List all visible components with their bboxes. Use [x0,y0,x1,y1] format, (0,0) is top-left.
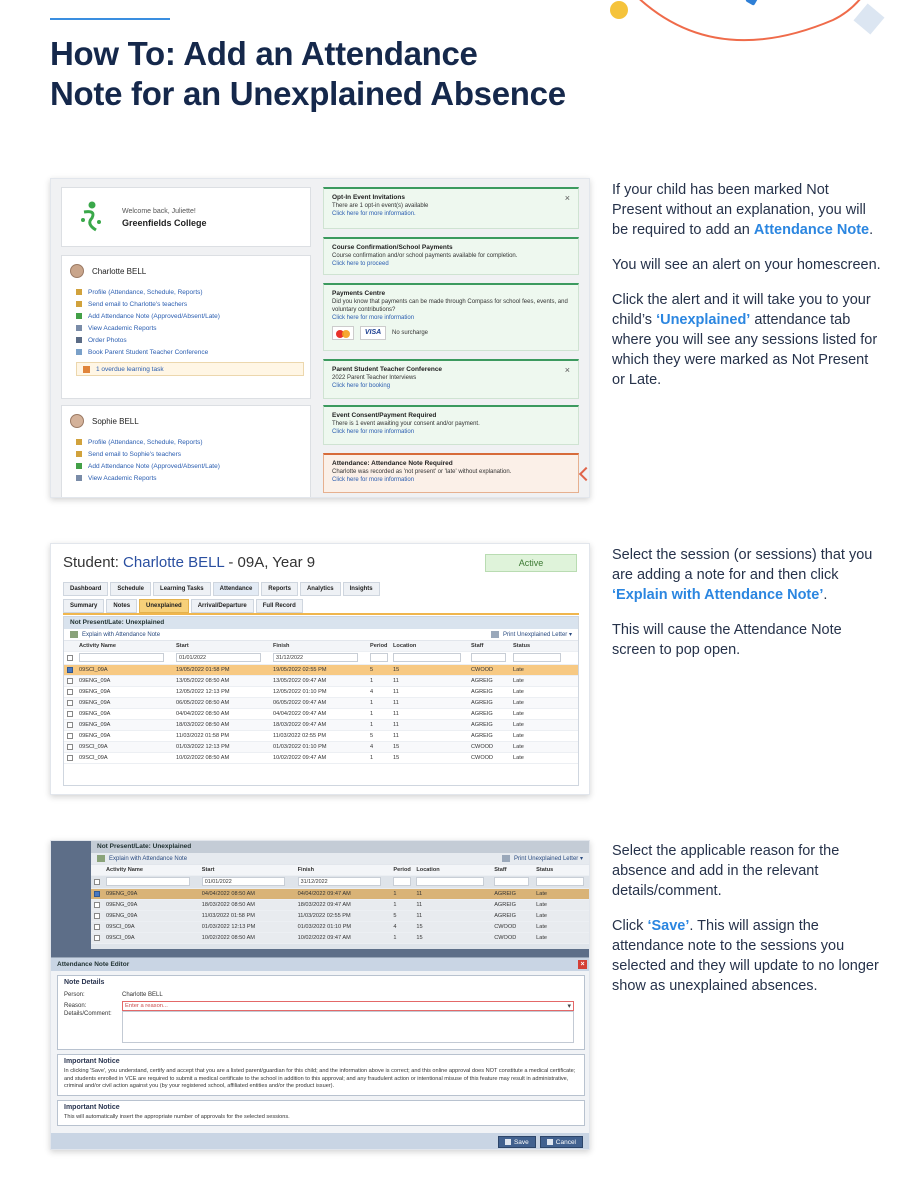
table-cell: 4 [370,744,374,750]
tab-dashboard[interactable]: Dashboard [63,582,108,596]
table-row[interactable] [91,889,589,900]
table-cell: 1 [393,891,397,897]
table-cell: 13/05/2022 09:47 AM [273,678,327,684]
attendance-subtabs [63,599,579,615]
unexplained-grid [63,616,579,786]
tab-learning-tasks[interactable]: Learning Tasks [153,582,211,596]
attendance-note-editor-screenshot [50,840,590,1150]
person-label: Person: [64,991,85,998]
grid-header-row: Activity Name Start Finish Period Location Staff Status [64,641,578,652]
important-notice-2 [57,1100,585,1127]
table-cell: AGREIG [471,733,493,739]
table-cell: 09ENG_09A [79,700,111,706]
close-icon[interactable]: × [564,193,570,203]
email-teachers-link[interactable]: Send email to Sophie's teachers [76,448,304,460]
reason-select[interactable]: Enter a reason... ▾ [122,1001,574,1011]
table-cell: 1 [370,700,374,706]
table-cell: 15 [393,755,400,761]
table-cell: 11 [393,678,399,684]
grid-title: Not Present/Late: Unexplained [64,617,578,629]
table-cell: 01/03/2022 12:13 PM [201,924,256,930]
table-cell: CWOOD [494,924,517,930]
print-letter-button[interactable]: Print Unexplained Letter ▾ [502,855,583,862]
details-label: Details/Comment: [64,1011,112,1017]
table-cell: 09ENG_09A [105,902,138,908]
table-cell: Late [513,733,524,739]
order-photos-link[interactable]: Order Photos [76,334,304,346]
email-teachers-link[interactable]: Send email to Charlotte's teachers [76,298,304,310]
table-cell: 04/04/2022 08:50 AM [176,711,230,717]
academic-reports-link[interactable]: View Academic Reports [76,472,304,484]
table-cell: AGREIG [471,678,493,684]
table-cell: 15 [393,667,400,673]
add-attendance-note-link[interactable]: Add Attendance Note (Approved/Absent/Late) [76,310,304,322]
row-checkbox[interactable] [64,722,76,728]
alert-opt-in-events[interactable]: Opt-In Event Invitations There are 1 opt-in event(s) available Click here for more information. × [323,187,579,229]
subtab-full-record[interactable]: Full Record [256,599,303,613]
person-value: Charlotte BELL [122,991,163,998]
table-cell: CWOOD [471,744,494,750]
table-cell: 1 [370,711,374,717]
mail-icon [76,301,82,307]
welcome-card [61,187,311,247]
table-row[interactable] [64,687,578,698]
table-row[interactable] [64,676,578,687]
editor-footer [51,1133,590,1150]
table-cell: CWOOD [471,755,494,761]
table-cell: 19/05/2022 02:55 PM [273,667,327,673]
subtab-notes[interactable]: Notes [106,599,137,613]
row-checkbox[interactable] [64,711,76,717]
filter-start[interactable]: 01/01/2022 [202,877,286,886]
table-cell: 11 [416,913,423,919]
table-cell: 18/03/2022 09:47 AM [273,722,327,728]
subtab-summary[interactable]: Summary [63,599,104,613]
mail-icon [76,451,82,457]
step1-description: If your child has been marked Not Present without an explanation, you will be required to add an Attendance Note. You will see an alert on your homescreen. Click the alert and it will take you to your child’s ‘Unexplained’ attendance tab where you will see any sessions listed for which they were marked as Not Present or Late. [612,182,881,388]
filter-period[interactable] [393,877,411,886]
filter-status[interactable] [536,877,584,886]
table-cell: 4 [370,689,374,695]
table-row[interactable] [64,742,578,753]
row-checkbox[interactable] [91,902,103,908]
student-card-sophie [61,405,311,498]
table-cell: Late [536,902,548,908]
table-cell: Late [536,935,548,941]
step2-description: Select the session (or sessions) that you are adding a note for and then click ‘Explain with Attendance Note’. This will cause the Attendance Note screen to pop open. [612,547,873,658]
note-details-legend: Note Details [64,979,105,986]
person-icon [76,289,82,295]
table-row[interactable] [91,911,589,922]
table-cell: 11 [393,722,399,728]
table-cell: 5 [370,667,374,673]
table-cell: 4 [393,924,397,930]
print-letter-button[interactable]: Print Unexplained Letter ▾ [491,631,572,638]
row-checkbox[interactable] [64,678,76,684]
table-cell: AGREIG [494,891,516,897]
notice-title: Important Notice [64,1058,120,1065]
row-checkbox[interactable] [64,733,76,739]
save-icon [505,1139,511,1145]
table-cell: 09ENG_09A [79,689,111,695]
table-row[interactable] [64,731,578,742]
table-cell: 5 [370,733,374,739]
table-cell: 1 [370,722,374,728]
table-cell: 1 [370,678,374,684]
notice-text: In clicking 'Save', you understand, certify and accept that you are a listed parent/guardian for this child; and the information above is correct; and this online approval does NOT constitute a medical certificate; and students enrolled in VCE are required to submit a medical certificate to the school in addition to this approval; and any fraudulent action or intentional misuse of this feature may result in administrative, criminal and/or civil action against you (by your registered school, affiliated entities and/or the product issuer). [64,1068,576,1089]
select-all-checkbox[interactable] [64,655,76,661]
table-cell: 12/05/2022 12:13 PM [176,689,230,695]
table-cell: 06/05/2022 08:50 AM [176,700,230,706]
table-row[interactable] [64,720,578,731]
add-attendance-note-link[interactable]: Add Attendance Note (Approved/Absent/Late) [76,460,304,472]
academic-reports-link[interactable]: View Academic Reports [76,322,304,334]
table-cell: 09SCI_09A [105,924,135,930]
table-cell: 10/02/2022 09:47 AM [297,935,351,941]
filter-staff[interactable] [471,653,506,662]
unexplained-tab-screenshot [50,543,590,795]
table-cell: 01/03/2022 01:10 PM [297,924,352,930]
table-cell: 06/05/2022 09:47 AM [273,700,327,706]
table-cell: AGREIG [494,902,516,908]
table-cell: 13/05/2022 08:50 AM [176,678,230,684]
background-grid [91,841,589,949]
alert-course-confirmation[interactable]: Course Confirmation/School Payments Course confirmation and/or school payments available for completion. Click here to proceed [323,237,579,275]
table-cell: Late [536,891,548,897]
alert-conference[interactable]: Parent Student Teacher Conference 2022 Parent Teacher Interviews Click here for booking × [323,359,579,399]
cancel-icon [547,1139,553,1145]
cancel-button[interactable]: Cancel [540,1136,583,1148]
tab-reports[interactable]: Reports [261,582,298,596]
row-checkbox[interactable] [91,924,103,930]
surcharge-text: No surcharge [392,330,429,336]
task-icon [83,366,90,373]
overdue-task-alert[interactable]: 1 overdue learning task [76,362,304,376]
table-cell: AGREIG [494,913,516,919]
table-cell: 11/03/2022 01:58 PM [201,913,255,919]
table-cell: 15 [393,744,400,750]
filter-finish[interactable]: 31/12/2022 [298,877,382,886]
table-cell: 09ENG_09A [79,711,111,717]
title-line-2: Note for an Unexplained Absence [50,75,566,112]
table-cell: 09ENG_09A [105,891,138,897]
table-cell: 15 [416,924,423,930]
tab-analytics[interactable]: Analytics [300,582,341,596]
grid-header-row: Activity Name Start Finish Period Location Staff Status [91,865,589,876]
table-cell: Late [536,913,548,919]
important-notice-1 [57,1054,585,1096]
save-button[interactable]: Save [498,1136,536,1148]
table-cell: 11/03/2022 02:55 PM [297,913,351,919]
subtab-unexplained[interactable]: Unexplained [139,599,189,613]
table-cell: Late [513,667,524,673]
table-cell: 11 [393,700,399,706]
table-cell: 11/03/2022 02:55 PM [273,733,327,739]
table-cell: AGREIG [471,700,493,706]
row-checkbox[interactable] [64,700,76,706]
filter-staff[interactable] [494,877,529,886]
table-cell: CWOOD [471,667,494,673]
table-cell: 09ENG_09A [79,678,111,684]
table-cell: 11 [416,902,423,908]
filter-status[interactable] [513,653,561,662]
college-name: Greenfields College [122,218,207,228]
details-comment-input[interactable] [122,1011,574,1043]
table-cell: 01/03/2022 12:13 PM [176,744,230,750]
select-all-checkbox[interactable] [91,879,103,885]
people-icon [76,349,82,355]
tab-insights[interactable]: Insights [343,582,380,596]
table-cell: 09ENG_09A [105,913,138,919]
row-checkbox[interactable] [91,913,103,919]
person-icon [76,439,82,445]
status-badge: Active [485,554,577,572]
table-row[interactable] [64,698,578,709]
camera-icon [76,337,82,343]
main-tabs [63,582,380,596]
note-icon [97,855,105,862]
filter-activity[interactable] [79,653,164,662]
grid-filter-row [64,652,578,665]
table-cell: Late [513,700,524,706]
table-cell: 09SCI_09A [105,935,135,941]
table-cell: CWOOD [494,935,517,941]
filter-period[interactable] [370,653,388,662]
table-cell: 18/03/2022 08:50 AM [176,722,230,728]
reason-label: Reason: [64,1002,87,1009]
table-cell: 09SCI_09A [79,755,108,761]
attendance-note-editor-dialog [51,957,590,1150]
grid-filter-row [91,876,589,889]
table-cell: 04/04/2022 08:50 AM [201,891,255,897]
mastercard-icon [332,326,354,340]
table-cell: Late [513,711,524,717]
student-name: Charlotte BELL [92,266,147,276]
table-cell: 1 [393,935,397,941]
print-icon [502,855,510,862]
table-cell: 12/05/2022 01:10 PM [273,689,327,695]
plus-icon [76,313,82,319]
book-conference-link[interactable]: Book Parent Student Teacher Conference [76,346,304,358]
table-cell: Late [513,755,524,761]
table-cell: 09ENG_09A [79,733,111,739]
row-checkbox[interactable] [91,935,103,941]
profile-link[interactable]: Profile (Attendance, Schedule, Reports) [76,286,304,298]
table-cell: 10/02/2022 08:50 AM [201,935,255,941]
row-checkbox[interactable] [64,744,76,750]
pointer-chevron-icon [579,467,590,481]
table-cell: 10/02/2022 08:50 AM [176,755,230,761]
filter-location[interactable] [393,653,461,662]
filter-start[interactable]: 01/01/2022 [176,653,261,662]
notice-title: Important Notice [64,1103,120,1111]
explain-with-note-button[interactable]: Explain with Attendance Note [70,631,160,638]
table-cell: 01/03/2022 01:10 PM [273,744,327,750]
notice-text: This will automatically insert the appropriate number of approvals for the selected sessions. [64,1113,290,1120]
print-icon [491,631,499,638]
table-cell: 09ENG_09A [79,722,111,728]
table-row[interactable] [64,665,578,676]
table-cell: AGREIG [471,722,493,728]
table-row[interactable] [91,922,589,933]
table-cell: 09SCI_09A [79,744,108,750]
filter-activity[interactable] [106,877,190,886]
table-row[interactable] [91,900,589,911]
table-cell: Late [513,744,524,750]
table-cell: 1 [393,902,397,908]
avatar [70,414,84,428]
table-cell: Late [513,678,524,684]
top-accent-rule [50,18,170,20]
row-checkbox[interactable] [64,667,76,673]
profile-link[interactable]: Profile (Attendance, Schedule, Reports) [76,436,304,448]
table-cell: Late [536,924,548,930]
plus-icon [76,463,82,469]
close-icon[interactable]: × [564,365,570,375]
table-cell: 5 [393,913,397,919]
table-cell: AGREIG [471,711,493,717]
explain-with-note-button[interactable]: Explain with Attendance Note [97,855,187,862]
student-title: Student: Charlotte BELL - 09A, Year 9 [63,554,316,571]
welcome-text: Welcome back, Juliette! [122,208,196,215]
report-icon [76,475,82,481]
editor-title: Attendance Note Editor [57,961,130,968]
avatar [70,264,84,278]
table-cell: 11 [393,689,399,695]
student-card-charlotte [61,255,311,399]
table-cell: 04/04/2022 09:47 AM [297,891,351,897]
table-cell: 15 [416,935,423,941]
grid-title: Not Present/Late: Unexplained [91,841,589,853]
table-cell: 11/03/2022 01:58 PM [176,733,230,739]
table-row[interactable] [64,753,578,764]
title-line-1: How To: Add an Attendance [50,35,478,72]
note-icon [70,631,78,638]
tab-schedule[interactable]: Schedule [110,582,151,596]
alert-attendance-note-required[interactable]: Attendance: Attendance Note Required Charlotte was recorded as 'not present' or 'late' without explanation. Click here for more information [323,453,579,493]
table-cell: 19/05/2022 01:58 PM [176,667,230,673]
row-checkbox[interactable] [64,689,76,695]
table-cell: 1 [370,755,374,761]
homescreen-screenshot [50,178,590,498]
step3-description: Select the applicable reason for the absence and add in the relevant details/comment. Click ‘Save’. This will assign the attendance note to the sessions you selected and they will update to no longer show as unexplained absences. [612,843,879,994]
table-cell: 11 [393,733,399,739]
close-icon[interactable]: × [578,960,587,969]
row-checkbox[interactable] [91,891,103,897]
filter-location[interactable] [416,877,483,886]
page-title [50,34,670,114]
report-icon [76,325,82,331]
school-logo-icon [78,200,104,234]
table-cell: Late [513,722,524,728]
table-row[interactable] [91,933,589,944]
tab-attendance[interactable]: Attendance [213,582,260,596]
alert-event-consent[interactable]: Event Consent/Payment Required There is 1 event awaiting your consent and/or payment. Click here for more information [323,405,579,445]
visa-icon: VISA [360,326,386,340]
table-cell: AGREIG [471,689,493,695]
student-name: Sophie BELL [92,416,139,426]
table-cell: 04/04/2022 09:47 AM [273,711,327,717]
filter-finish[interactable]: 31/12/2022 [273,653,358,662]
table-cell: 11 [393,711,399,717]
table-cell: 09SCI_09A [79,667,108,673]
table-cell: 10/02/2022 09:47 AM [273,755,327,761]
subtab-arrival-departure[interactable]: Arrival/Departure [191,599,254,613]
table-cell: 18/03/2022 08:50 AM [201,902,255,908]
table-row[interactable] [64,709,578,720]
alert-payments-centre[interactable]: Payments Centre Did you know that payments can be made through Compass for school fees, events, and voluntary contributions? Click here for more information VISA No surcharge [323,283,579,351]
table-cell: Late [513,689,524,695]
note-details-fieldset [57,975,585,1050]
table-cell: 11 [416,891,423,897]
row-checkbox[interactable] [64,755,76,761]
table-cell: 18/03/2022 09:47 AM [297,902,351,908]
